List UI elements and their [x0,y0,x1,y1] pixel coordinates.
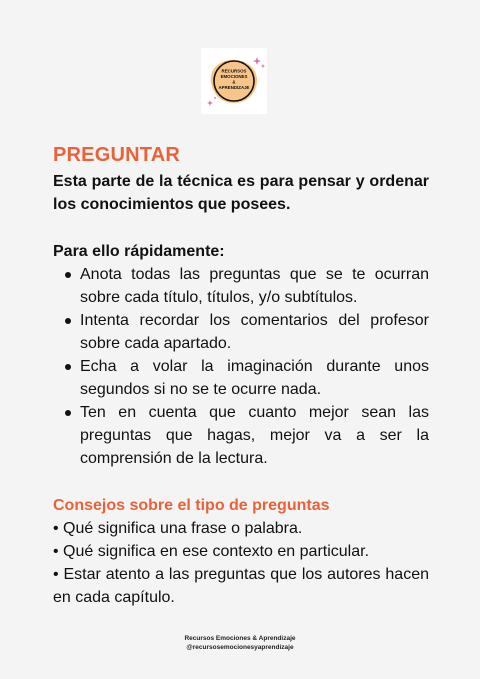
tip-item: • Qué significa una frase o palabra. [53,520,303,537]
brand-logo-graphic [201,48,267,114]
logo-text-line2: EMOCIONES [220,74,248,79]
footer-brand: Recursos Emociones & Aprendizaje [184,635,296,642]
logo-text-line4: APRENDIZAJE [218,85,250,90]
list-item [63,355,429,401]
logo-text-line3: & [232,79,236,85]
list-item [63,309,429,355]
logo-text-line1: RECURSOS [221,68,247,74]
list-item [63,401,429,470]
tip-item: • Qué significa en ese contexto en particular. [53,543,370,560]
footer-handle: @recursosemocionesyaprendizaje [186,644,294,651]
steps-list [63,263,429,470]
list-item-text: Ten en cuenta que cuanto mejor sean las preguntas que hagas, mejor va a ser la comprensión de la lectura. [80,404,429,467]
tips-list [53,517,429,609]
brand-logo [201,48,267,114]
bullet-icon [65,410,71,416]
footer [0,634,480,652]
main-content [53,142,429,609]
bullet-icon [65,272,71,278]
list-item-text: Echa a volar la imaginación durante unos segundos si no se te ocurre nada. [80,358,429,398]
intro-paragraph: Esta parte de la técnica es para pensar y ordenar los conocimientos que posees. [53,173,429,213]
list-item-text: Intenta recordar los comentarios del profesor sobre cada apartado. [80,312,429,352]
bullet-icon [65,364,71,370]
bullet-icon [65,318,71,324]
list-item-text: Anota todas las preguntas que se te ocurran sobre cada título, títulos, y/o subtítulos. [80,266,429,306]
steps-heading: Para ello rápidamente: [53,243,225,260]
tip-item: • Estar atento a las preguntas que los autores hacen en cada capítulo. [53,566,429,606]
list-item [63,263,429,309]
page-title: PREGUNTAR [53,144,180,166]
tips-heading: Consejos sobre el tipo de preguntas [53,497,330,514]
